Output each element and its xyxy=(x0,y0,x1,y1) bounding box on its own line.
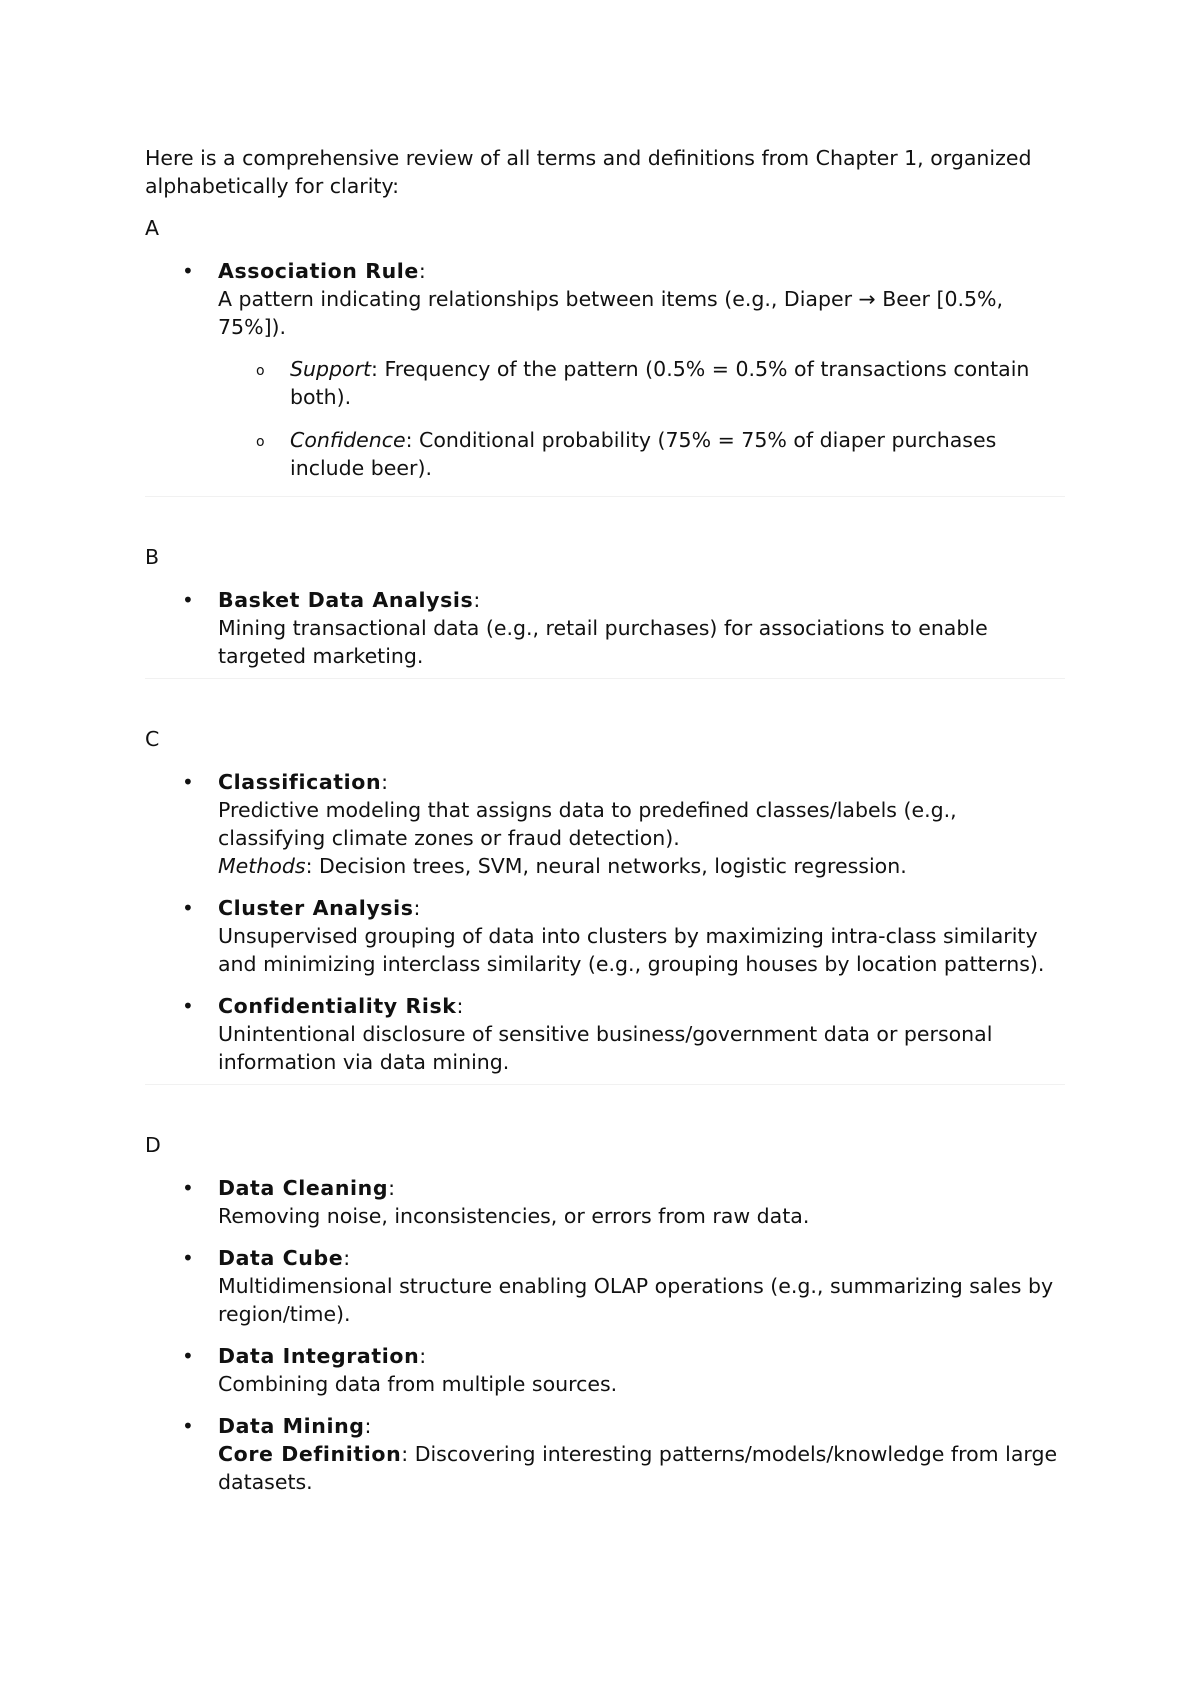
section-b xyxy=(145,543,1065,679)
term-data-cleaning: • Data Cleaning: Removing noise, inconsistencies, or errors from raw data. xyxy=(145,1174,1065,1230)
term-list-a xyxy=(145,257,1065,482)
term-cluster-analysis: • Cluster Analysis: Unsupervised grouping of data into clusters by maximizing intra-class similarity and minimizing interclass similarity (e.g., grouping houses by location patterns). xyxy=(145,894,1065,978)
bullet-icon: • xyxy=(182,1246,194,1270)
section-letter-a: A xyxy=(145,216,160,240)
bullet-icon: • xyxy=(182,1414,194,1438)
term-definition: Removing noise, inconsistencies, or errors from raw data. xyxy=(218,1204,810,1228)
term-basket-data-analysis: • Basket Data Analysis: Mining transactional data (e.g., retail purchases) for associations to enable targeted marketing. xyxy=(145,586,1065,670)
term-definition: Mining transactional data (e.g., retail purchases) for associations to enable targeted marketing. xyxy=(218,616,988,668)
bullet-icon: • xyxy=(182,259,194,283)
term-name: Classification xyxy=(218,770,382,794)
term-definition: A pattern indicating relationships between items (e.g., Diaper → Beer [0.5%, 75%]). xyxy=(218,287,1004,339)
sub-term-support: Support xyxy=(290,357,372,381)
term-list-b xyxy=(145,586,1065,670)
core-definition-label: Core Definition xyxy=(218,1442,402,1466)
term-name: Cluster Analysis xyxy=(218,896,414,920)
term-association-rule: • Association Rule: A pattern indicating relationships between items (e.g., Diaper → Beer [0.5%, 75%]). o Support: Frequency of the pattern (0.5% = 0.5% of transactions contain both). o Confidence: Conditional probability (75% = 75% of diaper purchases include beer). xyxy=(145,257,1065,482)
section-c xyxy=(145,725,1065,1085)
bullet-icon: • xyxy=(182,896,194,920)
section-divider xyxy=(145,496,1065,497)
term-definition: Unintentional disclosure of sensitive business/government data or personal information via data mining. xyxy=(218,1022,993,1074)
term-definition: Predictive modeling that assigns data to predefined classes/labels (e.g., classifying climate zones or fraud detection). xyxy=(218,798,957,850)
section-divider xyxy=(145,678,1065,679)
sub-list xyxy=(218,355,1065,482)
term-data-integration: • Data Integration: Combining data from multiple sources. xyxy=(145,1342,1065,1398)
section-letter-d: D xyxy=(145,1133,161,1157)
term-name: Confidentiality Risk xyxy=(218,994,457,1018)
section-letter-b: B xyxy=(145,545,160,569)
term-data-mining: • Data Mining: Core Definition: Discovering interesting patterns/models/knowledge from large datasets. xyxy=(182,1414,1058,1494)
section-a xyxy=(145,214,1065,497)
circle-bullet-icon: o xyxy=(256,434,265,450)
term-name: Data Cleaning xyxy=(218,1176,389,1200)
term-list-d xyxy=(145,1174,1065,1496)
term-definition: Combining data from multiple sources. xyxy=(218,1372,618,1396)
bullet-icon: • xyxy=(182,588,194,612)
bullet-icon: • xyxy=(182,770,194,794)
sub-term-confidence: Confidence xyxy=(290,428,406,452)
term-name: Data Cube xyxy=(218,1246,344,1270)
bullet-icon: • xyxy=(182,994,194,1018)
term-name: Data Mining xyxy=(218,1414,365,1438)
term-confidentiality-risk: • Confidentiality Risk: Unintentional disclosure of sensitive business/government data or personal information via data mining. xyxy=(145,992,1065,1076)
term-data-cube: • Data Cube: Multidimensional structure enabling OLAP operations (e.g., summarizing sales by region/time). xyxy=(145,1244,1065,1328)
term-list-c xyxy=(145,768,1065,1076)
circle-bullet-icon: o xyxy=(256,363,265,379)
section-divider xyxy=(145,1084,1065,1085)
bullet-icon: • xyxy=(182,1344,194,1368)
bullet-icon: • xyxy=(182,1176,194,1200)
term-name: Basket Data Analysis xyxy=(218,588,474,612)
document-body xyxy=(145,144,1065,1510)
section-d xyxy=(145,1131,1065,1496)
term-definition: Unsupervised grouping of data into clusters by maximizing intra-class similarity and minimizing interclass similarity (e.g., grouping houses by location patterns). xyxy=(218,924,1045,976)
term-name: Data Integration xyxy=(218,1344,420,1368)
intro-paragraph: Here is a comprehensive review of all terms and definitions from Chapter 1, organized alphabetically for clarity: xyxy=(145,146,1032,198)
term-name: Association Rule xyxy=(218,259,419,283)
term-definition: Multidimensional structure enabling OLAP operations (e.g., summarizing sales by region/time). xyxy=(218,1274,1054,1326)
sub-item-confidence: o Confidence: Conditional probability (75% = 75% of diaper purchases include beer). xyxy=(256,428,997,480)
section-letter-c: C xyxy=(145,727,160,751)
term-definition: : Discovering interesting patterns/models/knowledge from large datasets. xyxy=(218,1442,1058,1494)
sub-item-support: o Support: Frequency of the pattern (0.5% = 0.5% of transactions contain both). xyxy=(256,357,1030,409)
term-classification: • Classification: Predictive modeling that assigns data to predefined classes/labels (e.g., classifying climate zones or fraud detection). Methods: Decision trees, SVM, neural networks, logistic regression. xyxy=(145,768,1065,880)
methods-label: Methods xyxy=(218,854,306,878)
